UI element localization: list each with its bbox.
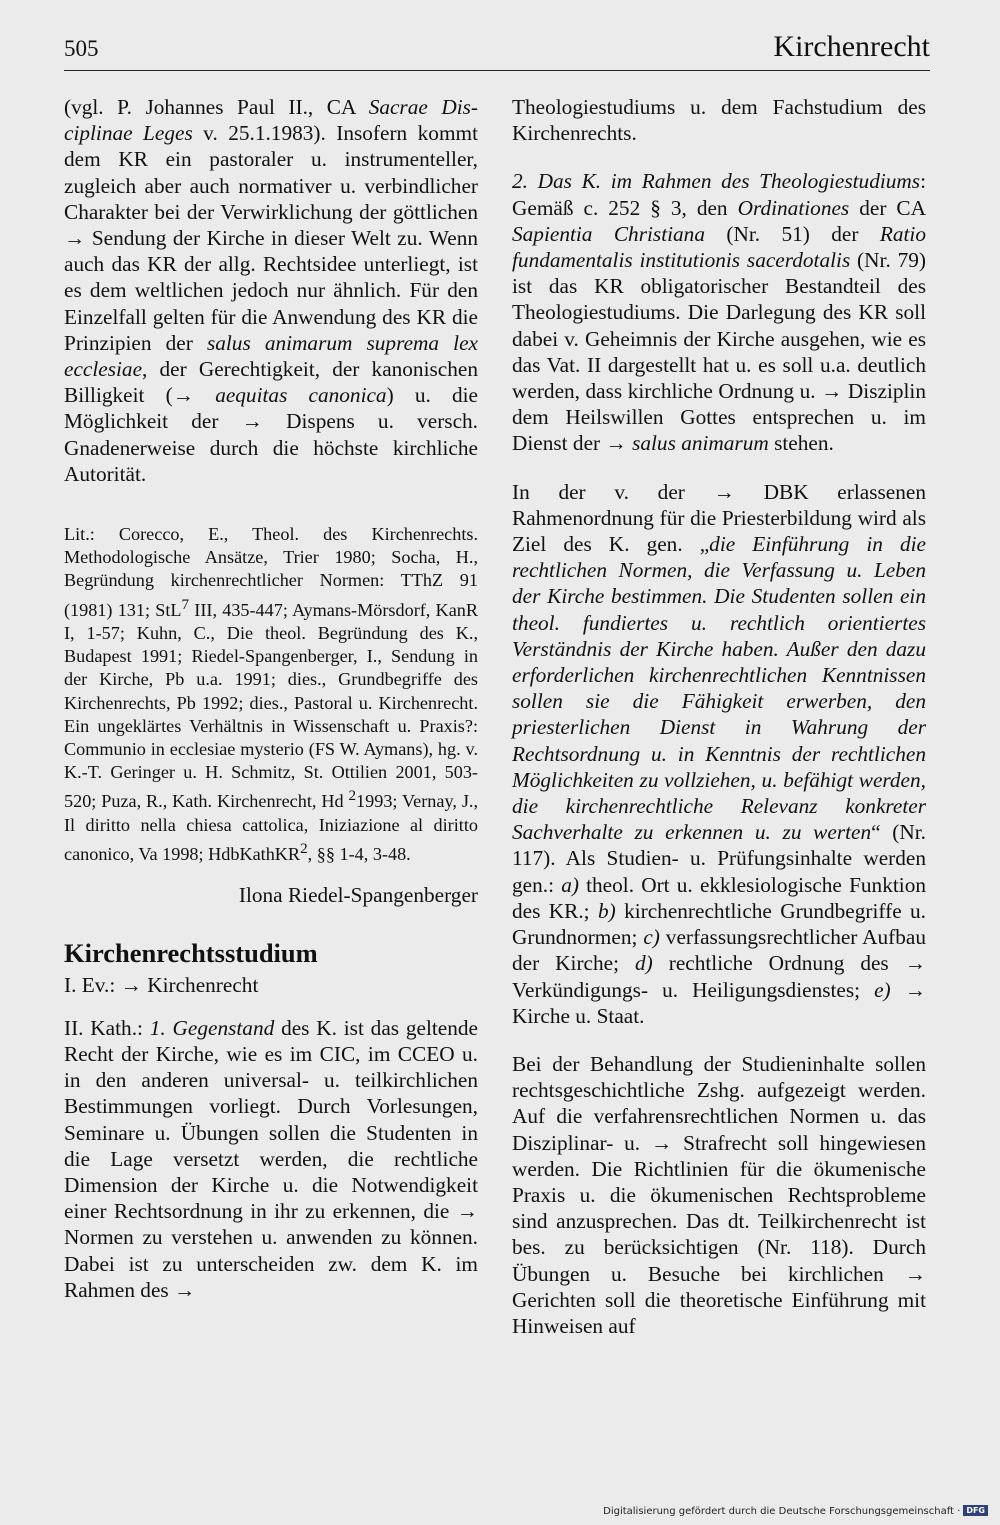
text-run: verfassungsrechtlicher Aufbau der Kirche; xyxy=(512,925,927,976)
italic-run: Ordinationes xyxy=(737,195,850,220)
running-head: Kirchenrecht xyxy=(773,30,930,63)
text-run: 1993; Vernay, J., Il diritto nella chiesa cattolica, Iniziazione al diritto canonico, Va 1998; HdbKathKR xyxy=(64,791,478,864)
text-run: “ (Nr. 117). Als Studien- u. Prüfungsinhalte werden gen.: xyxy=(512,820,926,897)
text-run: (Nr. 79) ist das KR obligatorischer Bestandteil des Theologiestudiums. Die Darlegung des KR soll dabei v. Geheimnis der Kirche ausgehen, wie es das Vat. II dargestellt hat u. es soll u.a. deutlich werden, dass kirchliche Ordnung u. → Disziplin dem Heilswillen Gottes entsprechen u. im Dienst der → xyxy=(512,248,926,456)
text-run: kirchenrechtliche Grundbegriffe u. Grundnormen; xyxy=(512,898,926,950)
digitization-footer xyxy=(0,1505,988,1517)
body-paragraph xyxy=(64,94,478,487)
italic-run: d) xyxy=(635,951,653,976)
body-paragraph xyxy=(512,479,926,1029)
italic-run: Ratio fundamentalis institutionis sacerdotalis xyxy=(512,221,926,273)
italic-run: b) xyxy=(597,898,616,923)
text-run: theol. Ort u. ekklesiologische Funktion des KR.; xyxy=(512,872,926,923)
text-run: ) u. die Möglichkeit der → Dispens u. versch. Gnadenerweise durch die höchste kirchliche Autorität. xyxy=(64,383,479,486)
italic-run: Sapientia Christiana xyxy=(512,221,705,246)
text-run: v. 25.1.1983). Insofern kommt dem KR ein pastoraler u. instrumenteller, zugleich aber auch normativer u. verbindlicher Charakter bei der Verwirklichung der göttlichen → Sendung der Kirche in dieser Welt zu. Wenn auch das KR der allg. Rechtsidee unterliegt, ist es dem weltlichen jedoch nur ähnlich. Für den Einzelfall gelten für die Anwendung des KR die Prinzipien der xyxy=(64,121,478,355)
text-run: II. Kath.: xyxy=(64,1015,150,1040)
text-run: (vgl. P. Johannes Paul II., CA xyxy=(64,95,369,119)
text-run: , der Gerechtigkeit, der kanonischen Billigkeit (→ xyxy=(64,357,478,408)
footer-text: Digitalisierung gefördert durch die Deutsche Forschungsgemeinschaft · xyxy=(603,1506,961,1517)
italic-run: Sacrae Dis-ciplinae Leges xyxy=(64,95,479,146)
body-paragraph xyxy=(512,94,926,146)
cross-reference: I. Ev.: → Kirchenrecht xyxy=(64,973,259,998)
italic-run: 1. Gegenstand xyxy=(149,1015,275,1040)
text-run: In der v. der → DBK erlassenen Rahmenordnung für die Priesterbildung wird als Ziel des K. gen. „ xyxy=(512,479,926,557)
right-column xyxy=(512,94,926,1339)
text-run: rechtliche Ordnung des → Verkündigungs- u. Heiligungsdienstes; xyxy=(512,951,926,1002)
italic-run: salus animarum xyxy=(632,431,769,456)
italic-run: 2. Das K. im Rahmen des Theologiestudiums xyxy=(512,169,921,194)
italic-run: die Einführung in die rechtlichen Normen, die Verfassung u. Leben der Kirche bestimmen. Die Studenten sollen ein theol. fundiertes u. rechtlich orientiertes Verständnis der Kirche haben. Außer den dazu erforderlichen kirchenrechtlichen Kenntnissen sollen sie die Fähigkeit erwerben, den priesterlichen Dienst in Wahrung der Rechtsordnung u. in Kenntnis der rechtlichen Möglichkeiten zu vollziehen, u. befähigt werden, die kirchenrechtliche Relevanz konkreter Sachverhalte zu erkennen u. zu werten xyxy=(512,532,926,845)
italic-run: c) xyxy=(643,925,660,950)
body-paragraph xyxy=(512,1051,926,1339)
author-signature: Ilona Riedel-Spangenberger xyxy=(238,883,478,908)
italic-run: a) xyxy=(561,872,579,897)
entry-title: Kirchenrechtsstudium xyxy=(64,938,318,969)
text-run: Lit.: Corecco, E., Theol. des Kirchenrechts. Methodologische Ansätze, Trier 1980; Socha, H., Begründung kirchenrechtlicher Normen: TThZ 91 (1981) 131; StL xyxy=(64,524,478,620)
text-run: III, 435-447; Aymans-Mörsdorf, KanR I, 1-57; Kuhn, C., Die theol. Begründung des K., Budapest 1991; Riedel-Spangenberger, I., Sendung in der Kirche, Pb u.a. 1991; dies., Grundbegriffe des Kirchenrechts, Pb 1992; dies., Pastoral u. Kirchenrecht. Ein ungeklärtes Verhältnis in Wissenschaft u. Praxis?: Communio in ecclesiae mysterio (FS W. Aymans), hg. v. K.-T. Geringer u. H. Schmitz, St. Ottilien 2001, 503-520; Puza, R., Kath. Kirchenrecht, Hd xyxy=(64,599,478,812)
text-run: des K. ist das geltende Recht der Kirche, wie es im CIC, im CCEO u. in den anderen universal- u. teilkirchlichen Bestimmungen vorliegt. Durch Vorlesungen, Seminare u. Übungen sollen die Studenten in die Lage versetzt werden, die rechtliche Dimension der Kirche u. die Notwendigkeit einer Rechtsordnung in ihr zu erkennen, die → Normen zu verstehen u. anwenden zu können. Dabei ist zu unterscheiden zw. dem K. im Rahmen des → xyxy=(64,1015,479,1302)
page-number: 505 xyxy=(64,36,99,61)
text-run: , §§ 1-4, 3-48. xyxy=(307,843,411,864)
superscript: 2 xyxy=(300,839,308,857)
left-column xyxy=(64,94,478,1303)
body-paragraph xyxy=(512,168,926,456)
italic-run: e) xyxy=(874,977,891,1002)
text-run: Theologiestudiums u. dem Fachstudium des Kirchenrechts. xyxy=(512,95,926,146)
text-run: Bei der Behandlung der Studieninhalte sollen rechtsgeschichtliche Zshg. aufgezeigt werden. Auf die verfahrensrechtlichen Normen u. das Disziplinar- u. → Strafrecht soll hingewiesen werden. Die Richtlinien für die ökumenische Praxis u. die ökumenischen Rechtsprobleme sind anzusprechen. Das dt. Teilkirchenrecht ist bes. zu berücksichtigen (Nr. 118). Durch Übungen u. Besuche bei kirchlichen → Gerichten soll die theoretische Einführung mit Hinweisen auf xyxy=(512,1051,926,1338)
text-run: (Nr. 51) der xyxy=(704,221,880,246)
superscript: 2 xyxy=(348,787,357,805)
text-run: → Kirche u. Staat. xyxy=(512,977,926,1028)
body-paragraph xyxy=(64,1015,478,1303)
literature-list xyxy=(64,523,478,866)
page-header xyxy=(64,28,930,72)
dfg-logo: DFG xyxy=(963,1505,988,1516)
header-rule xyxy=(64,70,930,71)
italic-run: salus animarum suprema lex ecclesiae xyxy=(64,330,478,382)
text-run: der CA xyxy=(849,195,926,220)
italic-run: aequitas canonica xyxy=(215,383,387,408)
text-run: : Gemäß c. 252 § 3, den xyxy=(512,169,926,220)
text-run: stehen. xyxy=(768,431,834,456)
superscript: 7 xyxy=(181,595,190,613)
